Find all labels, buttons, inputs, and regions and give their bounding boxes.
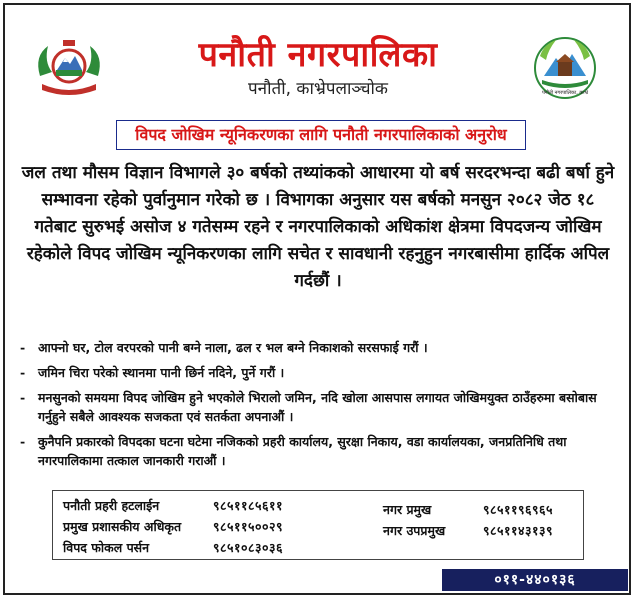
bullet-dash-icon: - bbox=[20, 365, 26, 380]
municipality-location: पनौती, काभ्रेपलाञ्चोक bbox=[248, 79, 388, 99]
advice-list bbox=[18, 338, 618, 476]
contact-number: ९८५१०८३०३६ bbox=[213, 540, 284, 555]
footer-phone: ०११-४४०१३६ bbox=[442, 569, 628, 591]
contact-label: प्रमुख प्रशासकीय अधिकृत bbox=[63, 519, 182, 534]
contact-row bbox=[383, 522, 554, 539]
bullet-dash-icon: - bbox=[20, 434, 26, 449]
contact-row bbox=[63, 518, 284, 535]
contact-box bbox=[52, 490, 584, 560]
list-item bbox=[18, 432, 618, 470]
bullet-dash-icon: - bbox=[20, 390, 26, 405]
list-item bbox=[18, 363, 618, 382]
contact-number: ९८५११५००२९ bbox=[213, 519, 284, 534]
contact-number: ९८५११८५६११ bbox=[213, 498, 284, 513]
seal-text: पनौती नगरपालिका, काभ्रे bbox=[541, 90, 589, 96]
contact-row bbox=[63, 539, 284, 556]
contact-label: पनौती प्रहरी हटलाईन bbox=[63, 498, 160, 513]
notice-heading bbox=[116, 120, 526, 150]
list-item-text: जमिन चिरा परेको स्थानमा पानी छिर्न नदिने, पुर्ने गरौं । bbox=[38, 365, 285, 380]
contact-label: विपद फोकल पर्सन bbox=[63, 540, 150, 555]
contact-number: ९८५११९६९६५ bbox=[483, 502, 554, 517]
notice-heading-text: विपद जोखिम न्यूनिकरणका लागि पनौती नगरपालिकाको अनुरोध bbox=[135, 125, 507, 144]
bullet-dash-icon: - bbox=[20, 340, 26, 355]
list-item-text: कुनैपनि प्रकारको विपदका घटना घटेमा नजिकको प्रहरी कार्यालय, सुरक्षा निकाय, वडा कार्यालयका, जनप्रतिनिधि तथा नगरपालिकामा तत्काल जानकारी गराऔं । bbox=[38, 434, 567, 468]
municipality-title: पनौती नगरपालिका bbox=[198, 35, 438, 75]
list-item-text: आफ्नो घर, टोल वरपरको पानी बग्ने नाला, ढल र भल बग्ने निकाशको सरसफाई गरौं । bbox=[38, 340, 428, 355]
contact-row bbox=[383, 501, 554, 518]
notice-paragraph: जल तथा मौसम विज्ञान विभागले ३० बर्षको तथ्यांकको आधारमा यो बर्ष सरदरभन्दा बढी बर्षा हुने सम्भावना रहेको पुर्वानुमान गरेको छ । विभागका अनुसार यस बर्षको मनसुन २०८२ जेठ १८ गतेबाट सुरुभई असोज ४ गतेसम्म रहने र नगरपालिकाको अधिकांश क्षेत्रमा विपदजन्य जोखिम रहेकोले विपद जोखिम न्यूनिकरणका लागि सचेत र सावधानी रहनुहुन नगरबासीमा हार्दिक अपिल गर्दछौं । bbox=[21, 163, 615, 291]
contact-label: नगर प्रमुख bbox=[383, 502, 432, 517]
contact-label: नगर उपप्रमुख bbox=[383, 523, 446, 538]
contact-row bbox=[63, 497, 284, 514]
panauti-municipality-seal-icon bbox=[526, 36, 604, 100]
list-item-text: मनसुनको समयमा विपद जोखिम हुने भएकोले भिरालो जमिन, नदि खोला आसपास लगायत जोखिमयुक्त ठाउँहरुमा बसोबास गर्नुहुने सबैले आवश्यक सजकता एवं सतर्कता अपनाऔं । bbox=[38, 390, 597, 424]
contact-number: ९८५११४३१३९ bbox=[483, 523, 554, 538]
list-item bbox=[18, 338, 618, 357]
list-item bbox=[18, 388, 618, 426]
